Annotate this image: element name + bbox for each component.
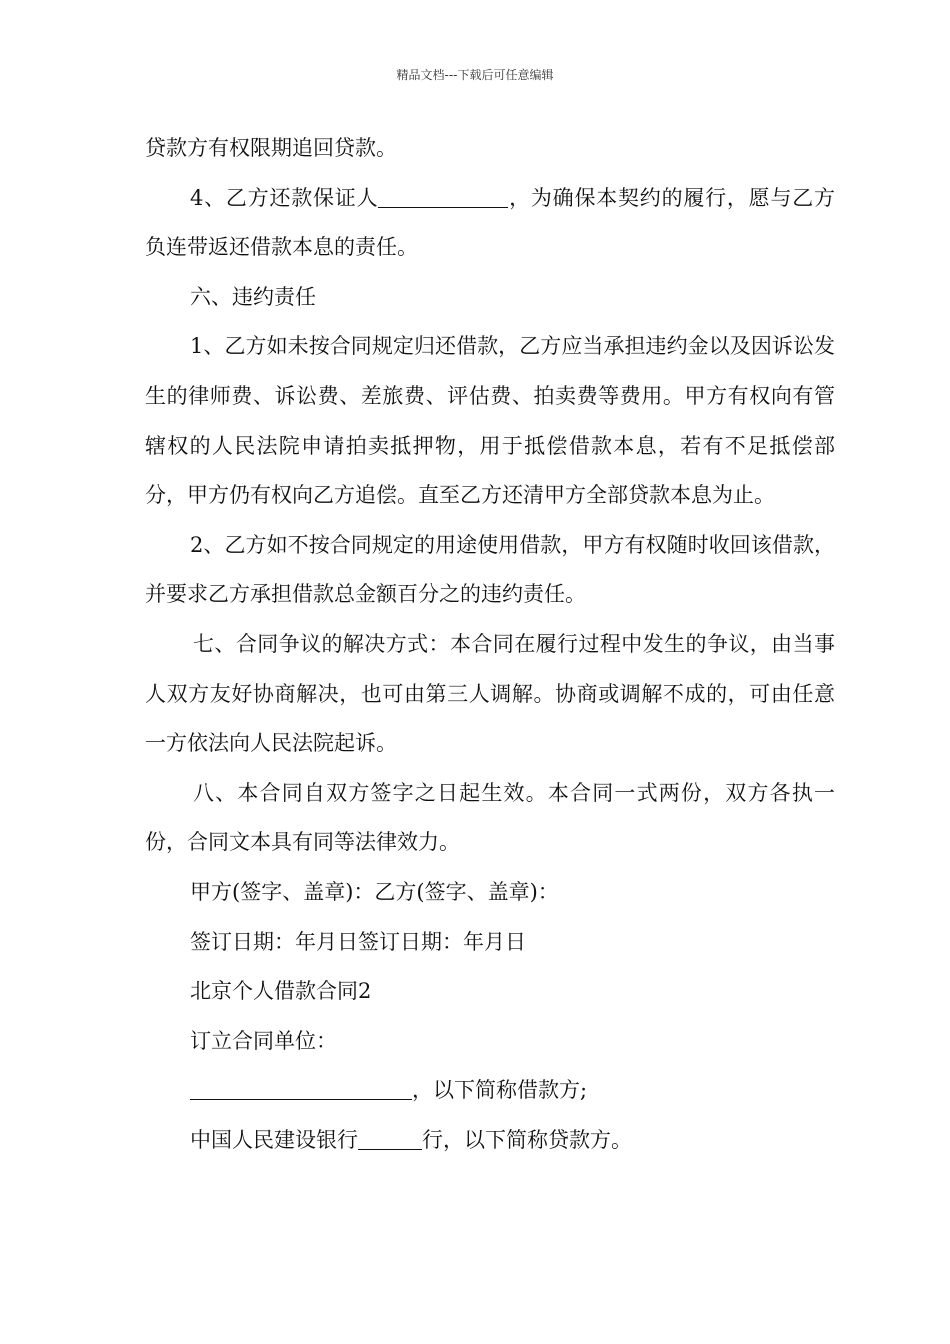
signature-line: 甲方(签字、盖章)：乙方(签字、盖章)： <box>190 879 559 904</box>
guarantor-label: 4、乙方还款保证人 <box>190 185 379 210</box>
contract-parties-label: 订立合同单位： <box>190 1028 337 1053</box>
lender-bank-label: 中国人民建设银行 <box>190 1127 358 1152</box>
lender-line <box>145 1116 835 1166</box>
borrower-text: ，以下简称借款方; <box>412 1078 588 1103</box>
borrower-line <box>145 1066 835 1116</box>
guarantor-blank <box>378 186 508 208</box>
contract-title-2: 北京个人借款合同2 <box>190 979 372 1004</box>
document-body <box>145 124 835 1165</box>
paragraph-guarantor <box>145 174 835 273</box>
paragraph-dispute: 七、合同争议的解决方式：本合同在履行过程中发生的争议，由当事人双方友好协商解决，也可由第三人调解。协商或调解不成的，可由任意一方依法向人民法院起诉。 <box>145 631 835 756</box>
guarantor-text: ，为确保本契约的履行，愿与乙方负连带返还借款本息的责任。 <box>145 185 835 260</box>
lender-branch-blank <box>358 1128 422 1150</box>
paragraph-breach-1: 1、乙方如未按合同规定归还借款，乙方应当承担违约金以及因诉讼发生的律师费、诉讼费、差旅费、评估费、拍卖费等费用。甲方有权向有管辖权的人民法院申请拍卖抵押物，用于抵偿借款本息，若有不足抵偿部分，甲方仍有权向乙方追偿。直至乙方还清甲方全部贷款本息为止。 <box>145 334 835 508</box>
lender-text: 行，以下简称贷款方。 <box>422 1127 632 1152</box>
page-header: 精品文档---下载后可任意编辑 <box>396 68 554 82</box>
borrower-blank <box>190 1078 412 1100</box>
paragraph-effective: 八、本合同自双方签字之日起生效。本合同一式两份，双方各执一份，合同文本具有同等法律效力。 <box>145 780 835 855</box>
section-heading-breach: 六、违约责任 <box>190 284 316 309</box>
date-line: 签订日期：年月日签订日期：年月日 <box>190 929 526 954</box>
paragraph-breach-2: 2、乙方如不按合同规定的用途使用借款，甲方有权随时收回该借款，并要求乙方承担借款总金额百分之的违约责任。 <box>145 532 835 607</box>
paragraph-loan-recovery: 贷款方有权限期追回贷款。 <box>145 136 397 160</box>
